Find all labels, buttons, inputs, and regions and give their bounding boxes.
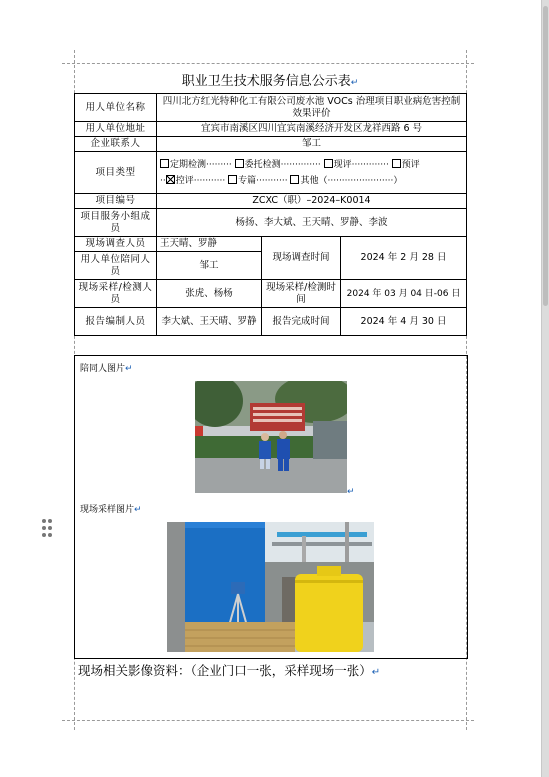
checkbox-other[interactable] [290,175,299,184]
table-row [75,308,467,336]
table-row [75,122,467,137]
drag-handle-icon[interactable] [42,519,54,539]
option-label: 其他（ [300,175,328,186]
document-title: 职业卫生技术服务信息公示表↵ [181,74,359,89]
team-value: 杨扬、李大斌、王天晴、罗静、李波 [157,209,467,237]
paragraph-mark-icon: ↵ [347,487,355,497]
sampling-photo-image [167,522,374,652]
project-type-label: 项目类型 [75,152,157,194]
accompany-value: 邹工 [157,252,262,280]
table-row [75,194,467,209]
checkbox-entrusted-test[interactable] [235,159,244,168]
table-row [75,152,467,194]
option-label: 委托检测 [244,159,281,170]
survey-time-value: 2024 年 2 月 28 日 [341,237,467,280]
accompany-label: 用人单位陪同人员 [75,252,157,280]
checkbox-pre-eval[interactable] [392,159,401,168]
accompany-photo-image [195,381,347,493]
table-row [75,94,467,122]
project-no-label: 项目编号 [75,194,157,209]
margin-guide-bottom [62,720,474,721]
project-no-value: ZCXC（职）–2024–K0014 [157,194,467,209]
option-label: 专篇 [238,175,257,186]
option-label: 定期检测 [170,159,207,170]
table-row [75,280,467,308]
survey-time-label: 现场调查时间 [262,237,341,280]
checkbox-periodic-test[interactable] [160,159,169,168]
table-row [75,137,467,152]
option-label: 现评 [333,159,352,170]
unit-name-label: 用人单位名称 [75,94,157,122]
report-staff-label: 报告编制人员 [75,308,157,336]
scrollbar-thumb[interactable] [543,6,548,306]
paragraph-mark-icon: ↵ [350,78,359,88]
checkbox-status-eval[interactable] [324,159,333,168]
report-staff-value: 李大斌、王天晴、罗静 [157,308,262,336]
table-row [75,209,467,237]
vertical-scrollbar[interactable] [542,0,549,777]
sampling-staff-value: 张虎、杨杨 [157,280,262,308]
checkbox-special-chapter[interactable] [228,175,237,184]
team-label: 项目服务小组成员 [75,209,157,237]
unit-address-label: 用人单位地址 [75,122,157,137]
accompany-photo-label: 陪同人图片↵ [80,364,133,374]
sampling-staff-label: 现场采样/检测人员 [75,280,157,308]
margin-guide-top [62,63,474,64]
accompany-photo[interactable] [195,381,347,493]
unit-address-value: 宜宾市南溪区四川宜宾南溪经济开发区龙祥西路 6 号 [157,122,467,137]
checkbox-control-eval[interactable] [166,175,175,184]
project-type-options: 定期检测········· 委托检测·············· 现评············· 预评 ·· 控评··········· 专篇··········· 其他（·······················） [157,152,467,194]
report-time-label: 报告完成时间 [262,308,341,336]
option-label: 预评 [401,159,420,170]
table-row [75,237,467,252]
sampling-photo[interactable] [167,522,374,652]
contact-label: 企业联系人 [75,137,157,152]
footer-caption: 现场相关影像资料：（企业门口一张，采样现场一张）↵ [78,663,381,678]
sampling-time-value: 2024 年 03 月 04 日-06 日 [341,280,467,308]
contact-value: 邹工 [157,137,467,152]
survey-staff-label: 现场调查人员 [75,237,157,252]
sampling-photo-label: 现场采样图片↵ [80,505,142,515]
photo-section [74,355,468,659]
report-time-value: 2024 年 4 月 30 日 [341,308,467,336]
info-table [74,93,467,336]
survey-staff-value: 王天晴、罗静 [157,237,262,252]
unit-name-value: 四川北方红光特种化工有限公司废水池 VOCs 治理项目职业病危害控制效果评价 [157,94,467,122]
option-label: 控评 [175,175,194,186]
sampling-time-label: 现场采样/检测时间 [262,280,341,308]
